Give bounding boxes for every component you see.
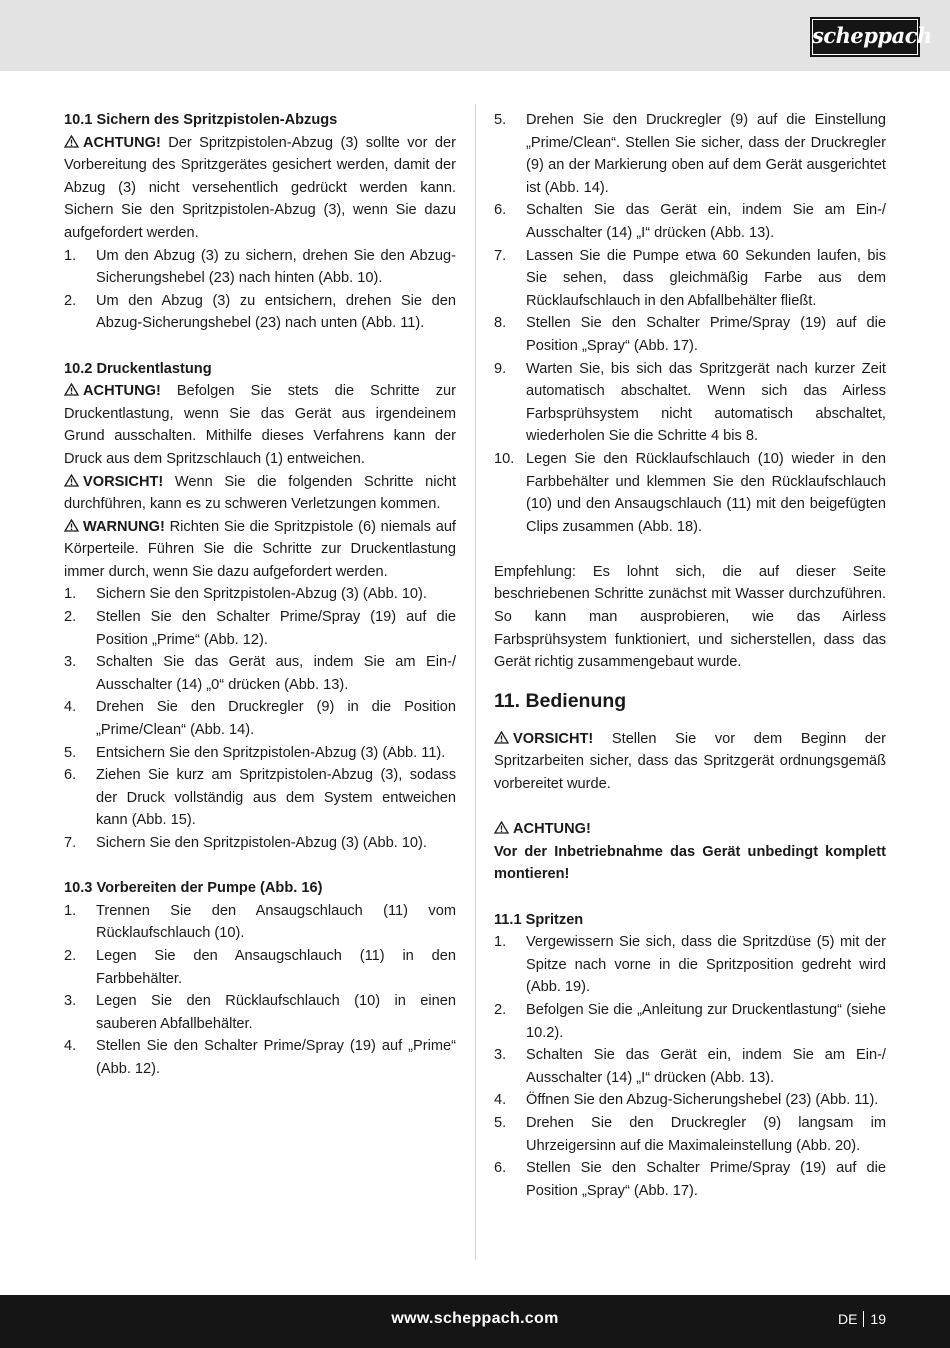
list-item-number: 2. <box>64 609 77 626</box>
list-item-number: 2. <box>64 292 77 309</box>
list-item <box>64 696 456 741</box>
list-item <box>64 742 456 765</box>
list-item <box>494 931 886 999</box>
list-item-number: 10. <box>494 450 515 467</box>
list-item-text: Um den Abzug (3) zu entsichern, drehen Sie den Abzug-Sicherungshebel (23) nach unten (Abb. 11). <box>96 292 456 332</box>
list-item <box>494 1157 886 1202</box>
list-item-text: Drehen Sie den Druckregler (9) in die Position „Prime/Clean“ (Abb. 14). <box>96 699 456 739</box>
list-item-text: Legen Sie den Rücklaufschlauch (10) in einen sauberen Abfallbehälter. <box>96 993 456 1032</box>
list-item-number: 6. <box>494 1160 507 1177</box>
list-item-number: 1. <box>494 934 507 951</box>
list-item-text: Legen Sie den Rücklaufschlauch (10) wieder in den Farbbehälter und klemmen Sie den Rücklaufschlauch (10) und den Ansaugschlauch (11) mit den beigefügten Clips zusammen (Abb. 18). <box>526 450 886 535</box>
list-item <box>494 245 886 313</box>
section-10-2-title: 10.2 Druckentlastung <box>64 360 212 377</box>
list-item <box>64 945 456 990</box>
list-item-number: 6. <box>64 767 77 784</box>
list-item-number: 4. <box>64 1038 77 1055</box>
list-item-text: Um den Abzug (3) zu sichern, drehen Sie den Abzug-Sicherungshebel (23) nach hinten (Abb. 10). <box>96 247 456 287</box>
list-item-number: 5. <box>64 744 77 761</box>
list-item-text: Schalten Sie das Gerät ein, indem Sie am Ein-/ Ausschalter (14) „I“ drücken (Abb. 13). <box>526 202 886 241</box>
list-item-text: Stellen Sie den Schalter Prime/Spray (19) auf die Position „Spray“ (Abb. 17). <box>526 1160 886 1199</box>
list-item-number: 5. <box>494 1114 507 1131</box>
list-item <box>64 764 456 832</box>
list-item <box>64 651 456 696</box>
section-11-1-title: 11.1 Spritzen <box>494 911 584 928</box>
list-item-text: Stellen Sie den Schalter Prime/Spray (19) auf die Position „Prime“ (Abb. 12). <box>96 609 456 648</box>
footer-separator <box>863 1311 864 1327</box>
list-item <box>494 312 886 357</box>
list-item <box>494 448 886 538</box>
list-item <box>64 990 456 1035</box>
section-10-1-title: 10.1 Sichern des Spritzpistolen-Abzugs <box>64 112 338 128</box>
section-11-title: 11. Bedienung <box>494 689 627 712</box>
section-10-3-list <box>64 900 456 1081</box>
list-item <box>64 606 456 651</box>
list-item-text: Trennen Sie den Ansaugschlauch (11) vom Rücklaufschlauch (10). <box>96 902 456 942</box>
list-item-number: 3. <box>494 1047 507 1064</box>
list-item-number: 7. <box>494 247 507 264</box>
list-item-text: Stellen Sie den Schalter Prime/Spray (19) auf die Position „Spray“ (Abb. 17). <box>526 315 886 354</box>
list-item-number: 5. <box>494 112 507 128</box>
list-item-number: 1. <box>64 902 77 919</box>
list-item <box>64 290 456 335</box>
list-item-text: Legen Sie den Ansaugschlauch (11) in den Farbbehälter. <box>96 947 456 987</box>
section-10-3-list-continued <box>494 109 886 538</box>
section-10-1-list <box>64 245 456 335</box>
section-10-2-warning-achtung: ACHTUNG! Befolgen Sie stets die Schritte zur Druckentlastung, wenn Sie das Gerät aus irgendeinem Grund ausschalten. Mithilfe dieses Verfahrens kann der Druck aus dem Spritzschlauch (1) entweichen. <box>64 383 456 467</box>
list-item-text: Sichern Sie den Spritzpistolen-Abzug (3) (Abb. 10). <box>96 835 427 851</box>
section-10-2-list <box>64 583 456 854</box>
list-item <box>494 999 886 1044</box>
warning-triangle-icon <box>64 474 79 487</box>
list-item-text: Ziehen Sie kurz am Spritzpistolen-Abzug (3), sodass der Druck vollständig aus dem System entweichen kann (Abb. 15). <box>96 767 456 829</box>
list-item-text: Drehen Sie den Druckregler (9) langsam im Uhrzeigersinn auf die Maximaleinstellung (Abb. 20). <box>526 1114 886 1154</box>
list-item-text: Schalten Sie das Gerät aus, indem Sie am Ein-/ Ausschalter (14) „0“ drücken (Abb. 13). <box>96 654 456 693</box>
list-item <box>64 900 456 945</box>
list-item <box>494 1044 886 1089</box>
scheppach-logo: scheppach <box>810 17 920 57</box>
list-item-number: 2. <box>494 1001 507 1018</box>
list-item-text: Warten Sie, bis sich das Spritzgerät nach kurzer Zeit automatisch abschaltet. Wenn sich das Airless Farbsprühsystem nicht automatisch abschaltet, wiederholen Sie die Schritte 4 bis 8. <box>526 360 886 445</box>
list-item <box>494 109 886 199</box>
page-header <box>0 0 950 71</box>
list-item-text: Stellen Sie den Schalter Prime/Spray (19) auf „Prime“ (Abb. 12). <box>96 1038 456 1077</box>
list-item-number: 4. <box>494 1092 507 1109</box>
warning-triangle-icon <box>64 383 79 396</box>
list-item <box>494 358 886 448</box>
list-item-number: 3. <box>64 993 77 1010</box>
footer-page-info <box>838 1311 886 1327</box>
list-item-number: 4. <box>64 699 77 716</box>
list-item <box>494 1089 886 1112</box>
list-item-number: 2. <box>64 947 77 964</box>
recommendation-paragraph: Empfehlung: Es lohnt sich, die auf dieser Seite beschriebenen Schritte zunächst mit Wasser durchzuführen. So kann man ausprobieren, wie das Airless Farbsprühsystem funktioniert, und sicherstellen, dass das Gerät richtig zusammengebaut wurde. <box>494 563 886 671</box>
right-column <box>494 109 886 1202</box>
list-item-text: Öffnen Sie den Abzug-Sicherungshebel (23) (Abb. 11). <box>526 1092 879 1109</box>
section-11-warning-achtung: ACHTUNG! <box>494 818 886 841</box>
warning-triangle-icon <box>64 519 79 532</box>
list-item-number: 7. <box>64 835 77 851</box>
list-item-text: Schalten Sie das Gerät ein, indem Sie am Ein-/ Ausschalter (14) „I“ drücken (Abb. 13). <box>526 1047 886 1086</box>
list-item-text: Drehen Sie den Druckregler (9) auf die Einstellung „Prime/Clean“. Stellen Sie sicher, dass der Druckregler (9) an der Markierung oben auf dem Gerät ausgerichtet ist (Abb. 14). <box>526 112 886 196</box>
list-item <box>494 1112 886 1157</box>
section-10-2-warning-warnung: WARNUNG! Richten Sie die Spritzpistole (6) niemals auf Körperteile. Führen Sie die Schritte zur Druckentlastung immer durch, wenn Sie dazu aufgefordert werden. <box>64 518 456 580</box>
list-item-number: 1. <box>64 247 77 264</box>
list-item-text: Vergewissern Sie sich, dass die Spritzdüse (5) mit der Spitze nach vorne in die Spritzposition gedreht wird (Abb. 19). <box>526 934 886 996</box>
list-item-number: 6. <box>494 202 507 219</box>
section-11-warning-text: Vor der Inbetriebnahme das Gerät unbedingt komplett montieren! <box>494 843 886 883</box>
list-item <box>64 832 456 855</box>
footer-page-number: 19 <box>870 1311 886 1327</box>
list-item-text: Befolgen Sie die „Anleitung zur Druckentlastung“ (siehe 10.2). <box>526 1001 886 1041</box>
section-11-1-list <box>494 931 886 1202</box>
list-item-text: Lassen Sie die Pumpe etwa 60 Sekunden laufen, bis Sie sehen, dass gleichmäßig Farbe aus dem Rücklaufschlauch in den Abfallbehälter fließt. <box>526 247 886 309</box>
list-item-number: 3. <box>64 654 77 671</box>
list-item-text: Entsichern Sie den Spritzpistolen-Abzug (3) (Abb. 11). <box>96 744 446 761</box>
list-item-number: 1. <box>64 586 77 603</box>
column-divider <box>475 104 476 1260</box>
left-column <box>64 109 456 1081</box>
section-10-1-warning: ACHTUNG! Der Spritzpistolen-Abzug (3) sollte vor der Vorbereitung des Spritzgerätes gesichert werden, damit der Abzug (3) nicht versehentlich gedrückt werden kann. Sichern Sie den Spritzpistolen-Abzug (3), wenn Sie dazu aufgefordert werden. <box>64 134 456 241</box>
warning-triangle-icon <box>494 731 509 744</box>
list-item-text: Sichern Sie den Spritzpistolen-Abzug (3) (Abb. 10). <box>96 586 427 603</box>
list-item <box>64 583 456 606</box>
list-item <box>64 245 456 290</box>
list-item <box>494 199 886 244</box>
section-11-warning-vorsicht: VORSICHT! Stellen Sie vor dem Beginn der Spritzarbeiten sicher, dass das Spritzgerät ordnungsgemäß vorbereitet wurde. <box>494 730 886 793</box>
section-10-3-title: 10.3 Vorbereiten der Pumpe (Abb. 16) <box>64 880 323 897</box>
warning-triangle-icon <box>64 135 79 148</box>
list-item-number: 8. <box>494 315 507 332</box>
footer-url: www.scheppach.com <box>391 1310 559 1327</box>
section-10-2-warning-vorsicht: VORSICHT! Wenn Sie die folgenden Schritte nicht durchführen, kann es zu schweren Verletzungen kommen. <box>64 473 456 513</box>
list-item <box>64 1035 456 1080</box>
warning-triangle-icon <box>494 821 509 834</box>
list-item-number: 9. <box>494 360 507 377</box>
footer-language: DE <box>837 1311 858 1327</box>
page-footer <box>0 1295 950 1348</box>
